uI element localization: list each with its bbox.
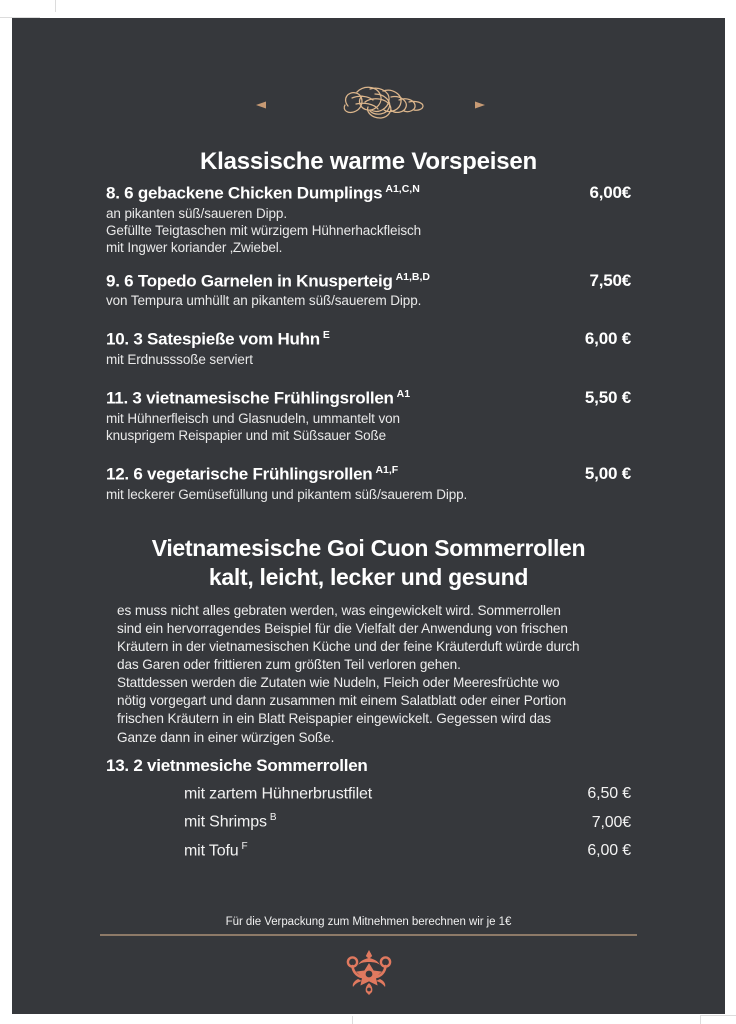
combo-item bbox=[106, 756, 631, 869]
menu-item-title: 8. 6 gebackene Chicken Dumplings $^{A1,C,N}$ bbox=[106, 183, 420, 203]
goi-cuon-heading-line2: kalt, leicht, lecker und gesund bbox=[208, 564, 529, 591]
menu-item-description bbox=[106, 486, 631, 503]
menu-item-price: 7,50€ bbox=[589, 270, 631, 290]
menu-item-title: 11. 3 vietnamesische Frühlingsrollen $^{A1}$ bbox=[106, 388, 411, 408]
allergen-code: E bbox=[322, 329, 330, 342]
menu-item-header bbox=[106, 464, 631, 485]
fleuron-ornament-icon bbox=[347, 950, 389, 995]
menu-item-description bbox=[106, 292, 631, 309]
menu-item-description bbox=[106, 351, 631, 368]
paragraph-line: das Garen oder frittieren zum größten Teil verloren gehen. bbox=[117, 657, 461, 673]
combo-variant-row bbox=[106, 812, 631, 831]
paragraph-line: frischen Kräutern in ein Blatt Reispapier eingewickelt. Gegessen wird das bbox=[117, 711, 551, 727]
section-heading: Klassische warme Vorspeisen bbox=[200, 148, 537, 175]
menu-item-price: 6,00 € bbox=[584, 329, 631, 349]
flourish-divider bbox=[12, 80, 725, 130]
description-line: mit leckerer Gemüsefüllung und pikantem süß/sauerem Dipp. bbox=[106, 486, 468, 502]
menu-item-header bbox=[106, 183, 631, 204]
menu-item-header bbox=[106, 271, 631, 292]
menu-item bbox=[106, 329, 631, 368]
packaging-note: Für die Verpackung zum Mitnehmen berechnen wir je 1€ bbox=[225, 916, 512, 928]
goi-cuon-heading bbox=[12, 534, 725, 593]
menu-page bbox=[12, 18, 725, 1014]
allergen-code: A1,F bbox=[375, 463, 399, 476]
menu-item-title: 12. 6 vegetarische Frühlingsrollen $^{A1,F}$ bbox=[106, 463, 399, 484]
paragraph-line: nötig vorgegart und dann zusammen mit einem Salatblatt oder einer Portion bbox=[117, 693, 567, 709]
menu-item-title: 10. 3 Satespieße vom Huhn $^E$ bbox=[106, 329, 330, 350]
paragraph-line: Ganze dann in einer würzigen Soße. bbox=[117, 729, 335, 745]
paragraph-line: sind ein hervorragendes Beispiel für die Vielfalt der Anwendung von frischen bbox=[117, 621, 568, 637]
description-line: an pikanten süß/saueren Dipp. bbox=[106, 205, 287, 221]
goi-cuon-description bbox=[117, 602, 637, 747]
combo-variant-price: 6,50 € bbox=[587, 785, 631, 803]
description-line: mit Ingwer koriander ‚Zwiebel. bbox=[106, 239, 283, 255]
flourish-knot-icon bbox=[344, 87, 423, 118]
description-line: knusprigem Reispapier und mit Süßsauer Soße bbox=[106, 427, 387, 443]
menu-item bbox=[106, 183, 631, 256]
description-line: mit Hühnerfleisch und Glasnudeln, ummantelt von bbox=[106, 410, 400, 426]
menu-item-price: 6,00€ bbox=[589, 183, 631, 202]
registration-mark-bottom-center bbox=[352, 1016, 353, 1024]
paragraph-line: Kräutern in der vietnamesischen Küche und der feine Kräuterduft würde durch bbox=[117, 639, 580, 655]
allergen-code: A1,C,N bbox=[385, 183, 420, 195]
menu-item bbox=[106, 271, 631, 310]
menu-item-price: 5,50 € bbox=[584, 388, 631, 408]
combo-item-title: 13. 2 vietnmesiche Sommerrollen bbox=[106, 756, 368, 775]
paragraph-line: es muss nicht alles gebraten werden, was eingewickelt wird. Sommerrollen bbox=[117, 603, 561, 618]
menu-item bbox=[106, 388, 631, 444]
registration-mark-bottom-right-v bbox=[700, 1016, 701, 1024]
combo-variant-label: mit Shrimps $^B$ bbox=[184, 812, 277, 831]
description-line: von Tempura umhüllt an pikantem süß/sauerem Dipp. bbox=[106, 293, 422, 309]
menu-item-description bbox=[106, 410, 631, 444]
combo-variant-row bbox=[106, 784, 631, 803]
allergen-code: F bbox=[241, 840, 248, 852]
menu-item-title: 9. 6 Topedo Garnelen in Knusperteig $^{A1,B,D}$ bbox=[106, 270, 431, 291]
menu-item-price: 5,00 € bbox=[584, 463, 631, 483]
combo-variant-price: 6,00 € bbox=[587, 841, 631, 859]
description-line: mit Erdnusssoße serviert bbox=[106, 352, 253, 368]
description-line: Gefüllte Teigtaschen mit würzigem Hühnerhackfleisch bbox=[106, 222, 422, 238]
registration-mark-top-left-v bbox=[55, 0, 56, 12]
menu-item bbox=[106, 464, 631, 503]
menu-item-header bbox=[106, 388, 631, 409]
registration-mark-bottom-right bbox=[700, 1015, 736, 1016]
goi-cuon-heading-line1: Vietnamesische Goi Cuon Sommerrollen bbox=[151, 535, 586, 561]
allergen-code: B bbox=[269, 812, 277, 824]
menu-item-description bbox=[106, 205, 631, 256]
menu-item-list bbox=[106, 183, 631, 514]
combo-variant-label: mit Tofu $^F$ bbox=[184, 840, 248, 859]
fleuron-ornament bbox=[12, 946, 725, 1003]
paragraph-line: Stattdessen werden die Zutaten wie Nudeln, Fleich oder Meeresfrüchte wo bbox=[117, 675, 560, 691]
combo-variant-price: 7,00€ bbox=[591, 813, 631, 831]
combo-variant-label: mit zartem Hühnerbrustfilet bbox=[184, 785, 373, 803]
footer-divider-rule bbox=[100, 934, 637, 936]
combo-variant-row bbox=[106, 841, 631, 860]
allergen-code: A1,B,D bbox=[395, 270, 431, 283]
menu-item-header bbox=[106, 329, 631, 350]
allergen-code: A1 bbox=[396, 388, 411, 401]
